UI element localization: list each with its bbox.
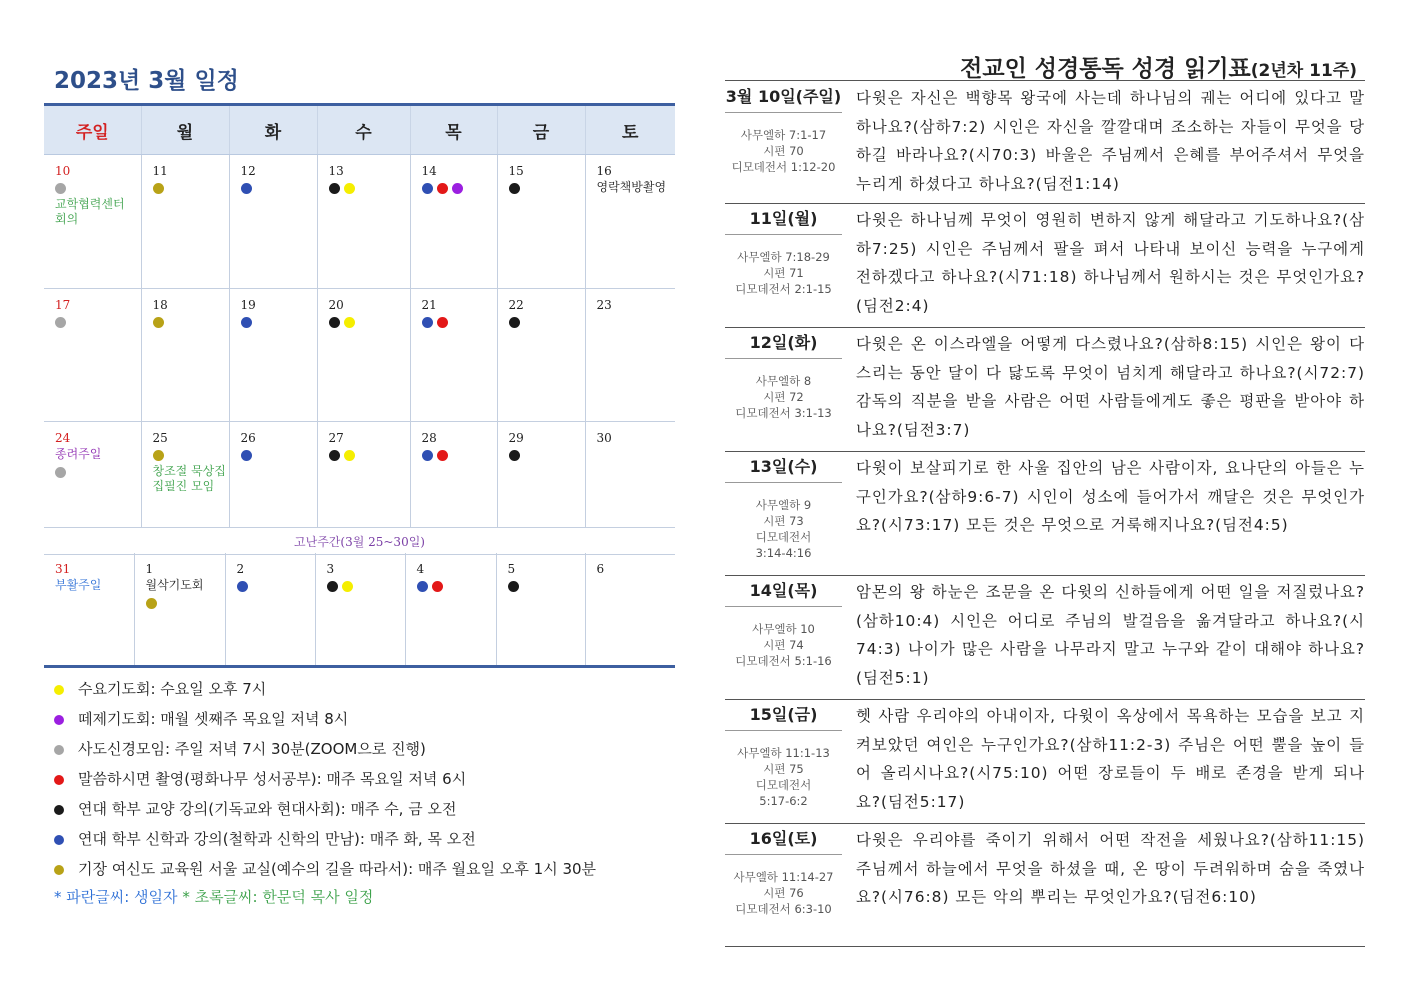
reading-plan-references <box>725 735 842 809</box>
yellow-dot-icon <box>344 183 355 194</box>
day-number: 15 <box>508 164 524 178</box>
black-dot-icon <box>509 317 520 328</box>
reading-plan-top-rule <box>725 80 1365 81</box>
event-dots <box>329 181 410 195</box>
event-dots <box>146 596 225 610</box>
gray-dot-icon <box>55 467 66 478</box>
olive-dot-icon <box>153 317 164 328</box>
reading-reference: 디모데전서 <box>755 778 812 792</box>
gray-dot-icon <box>55 317 66 328</box>
day-event-note: 영락책방촬영 <box>596 180 667 194</box>
calendar-day-cell[interactable] <box>44 155 141 289</box>
event-dots <box>509 181 585 195</box>
calendar-grid <box>44 103 675 555</box>
passion-week-label: 고난주간(3월 25~30일) <box>44 528 675 555</box>
calendar-week-row <box>44 553 675 667</box>
weekday-header-row <box>44 105 675 155</box>
red-dot-icon <box>437 450 448 461</box>
event-dots <box>329 315 410 329</box>
legend-item <box>54 766 694 796</box>
reading-plan-day-info <box>725 700 842 809</box>
reading-plan-day <box>725 576 1365 700</box>
passion-week-row <box>44 528 675 555</box>
legend-text: 말씀하시면 촬영(평화나무 성서공부): 매주 목요일 저녁 6시 <box>78 770 467 788</box>
legend-text: 사도신경모임: 주일 저녁 7시 30분(ZOOM으로 진행) <box>78 740 426 758</box>
olive-dot-icon <box>153 450 164 461</box>
day-number: 18 <box>152 298 168 312</box>
reading-plan-date: 16일(토) <box>725 824 842 855</box>
reading-plan-questions: 다윗은 자신은 백향목 왕국에 사는데 하나님의 궤는 어디에 있다고 말하나요?(삼하7:2) 시인은 자신을 깔깔대며 조소하는 자들이 무엇을 당하길 바라나요?(시70:3) 바울은 주님께서 은혜를 부어주셔서 무엇을 누리게 하셨다고 하나요?(딤전1:14) <box>856 89 1365 194</box>
day-number: 30 <box>596 431 612 445</box>
day-number: 25 <box>152 431 168 445</box>
day-number: 11 <box>152 164 168 178</box>
reading-plan-questions: 암몬의 왕 하눈은 조문을 온 다윗의 신하들에게 어떤 일을 저질렀나요?(삼하10:4) 시인은 어디로 주님의 발걸음을 옮겨달라고 하나요?(시74:3) 나이가 많은 사람을 나무라지 말고 누구와 같이 대해야 하나요?(딤전5:1) <box>856 583 1365 688</box>
calendar-day-cell[interactable] <box>229 289 317 422</box>
event-dots <box>241 181 317 195</box>
day-number: 19 <box>240 298 256 312</box>
day-number: 28 <box>421 431 437 445</box>
calendar-day-cell[interactable] <box>141 155 229 289</box>
reading-plan-day-info <box>725 82 842 175</box>
legend-item <box>54 706 694 736</box>
reading-reference: 디모데전서 6:3-10 <box>735 902 832 916</box>
weekday-friday: 금 <box>497 105 585 155</box>
event-dots <box>241 448 317 462</box>
calendar-day-cell[interactable] <box>317 155 410 289</box>
reading-plan-date: 11일(월) <box>725 204 842 235</box>
calendar-day-cell[interactable] <box>497 422 585 528</box>
reading-plan-date: 3월 10일(주일) <box>725 82 842 113</box>
day-number: 21 <box>421 298 437 312</box>
day-number: 31 <box>55 562 71 576</box>
reading-plan-title-text: 전교인 성경통독 성경 읽기표 <box>960 56 1251 82</box>
reading-plan-questions: 헷 사람 우리야의 아내이자, 다윗이 옥상에서 목욕하는 모습을 보고 지켜보았던 여인은 누구인가요?(삼하11:2-3) 주님은 어떤 뿔을 높이 들어 올리시나요?(시75:10) 어떤 장로들이 두 배로 존경을 받게 되나요?(딤전5:17) <box>856 707 1365 812</box>
reading-plan-day <box>725 452 1365 576</box>
reading-plan-day <box>725 824 1365 947</box>
black-dot-icon <box>509 450 520 461</box>
event-dots <box>508 579 585 593</box>
calendar-day-cell[interactable] <box>141 422 229 528</box>
calendar-day-cell[interactable] <box>410 155 497 289</box>
weekday-wednesday: 수 <box>317 105 410 155</box>
reading-plan-date: 15일(금) <box>725 700 842 731</box>
event-dots <box>327 579 405 593</box>
calendar-day-cell[interactable] <box>44 289 141 422</box>
day-number: 20 <box>328 298 344 312</box>
legend-text: 수요기도회: 수요일 오후 7시 <box>78 680 267 698</box>
event-dots <box>509 315 585 329</box>
event-dots <box>55 315 141 329</box>
reading-reference: 사무엘하 9 <box>755 498 812 512</box>
calendar-day-cell[interactable] <box>225 553 315 667</box>
blue-dot-icon <box>241 317 252 328</box>
legend-item <box>54 676 694 706</box>
reading-plan-day-info <box>725 452 842 561</box>
day-number: 27 <box>328 431 344 445</box>
yellow-dot-icon <box>344 450 355 461</box>
day-event-note: 부활주일 <box>55 578 102 592</box>
reading-plan-list <box>725 82 1365 947</box>
olive-dot-icon <box>146 598 157 609</box>
reading-reference: 시편 73 <box>763 514 804 528</box>
calendar-day-cell[interactable] <box>44 422 141 528</box>
event-dots <box>153 315 229 329</box>
black-dot-icon <box>329 183 340 194</box>
day-number: 10 <box>55 164 71 178</box>
event-dots <box>422 181 497 195</box>
reading-plan-day-info <box>725 204 842 297</box>
gray-dot-icon <box>54 745 64 755</box>
reading-plan-subtitle: (2년차 11주) <box>1250 61 1357 81</box>
black-dot-icon <box>329 450 340 461</box>
legend-footnote <box>54 886 694 907</box>
legend-text: 연대 학부 교양 강의(기독교와 현대사회): 매주 수, 금 오전 <box>78 800 457 818</box>
reading-reference: 시편 75 <box>763 762 804 776</box>
blue-dot-icon <box>241 450 252 461</box>
reading-reference: 5:17-6:2 <box>759 794 808 808</box>
event-dots <box>329 448 410 462</box>
day-number: 23 <box>596 298 612 312</box>
black-dot-icon <box>327 581 338 592</box>
reading-plan-references <box>725 363 842 421</box>
reading-plan-references <box>725 611 842 669</box>
blue-dot-icon <box>422 317 433 328</box>
legend-item <box>54 796 694 826</box>
calendar-day-cell[interactable] <box>315 553 405 667</box>
weekday-monday: 월 <box>141 105 229 155</box>
calendar-legend <box>54 676 694 907</box>
reading-reference: 디모데전서 <box>755 530 812 544</box>
blue-dot-icon <box>54 835 64 845</box>
reading-reference: 디모데전서 1:12-20 <box>731 160 836 174</box>
day-event-note: 창조절 묵상집 집필진 모임 <box>152 464 226 493</box>
legend-item <box>54 736 694 766</box>
weekday-thursday: 목 <box>410 105 497 155</box>
black-dot-icon <box>329 317 340 328</box>
day-number: 3 <box>326 562 335 576</box>
black-dot-icon <box>509 183 520 194</box>
reading-plan-questions: 다윗이 보살피기로 한 사울 집안의 남은 사람이자, 요나단의 아들은 누구인가요?(삼하9:6-7) 시인이 성소에 들어가서 깨달은 것은 무엇인가요?(시73:17) 모든 것은 무엇으로 거룩해지나요?(딤전4:5) <box>856 459 1365 535</box>
reading-plan-day-info <box>725 824 842 917</box>
reading-reference: 시편 72 <box>763 390 804 404</box>
day-event-note: 교학협력센터 회의 <box>55 197 125 226</box>
reading-plan-day <box>725 328 1365 452</box>
day-number: 17 <box>55 298 71 312</box>
event-dots <box>241 315 317 329</box>
weekday-sunday: 주일 <box>44 105 141 155</box>
reading-plan-references <box>725 239 842 297</box>
calendar-last-week <box>44 553 675 668</box>
reading-plan-title <box>960 50 1357 83</box>
calendar-day-cell[interactable] <box>44 553 134 667</box>
calendar-day-cell[interactable] <box>585 289 675 422</box>
reading-plan-date: 13일(수) <box>725 452 842 483</box>
red-dot-icon <box>54 775 64 785</box>
footnote-pastor-schedule: * 초록글씨: 한문덕 목사 일정 <box>182 888 374 906</box>
calendar-day-cell[interactable] <box>134 553 225 667</box>
reading-plan-day <box>725 82 1365 204</box>
legend-text: 연대 학부 신학과 강의(철학과 신학의 만남): 매주 화, 목 오전 <box>78 830 476 848</box>
calendar-day-cell[interactable] <box>410 289 497 422</box>
reading-plan-date: 12일(화) <box>725 328 842 359</box>
day-number: 29 <box>508 431 524 445</box>
reading-reference: 시편 71 <box>763 266 804 280</box>
black-dot-icon <box>54 805 64 815</box>
olive-dot-icon <box>153 183 164 194</box>
blue-dot-icon <box>422 450 433 461</box>
reading-reference: 사무엘하 11:1-13 <box>737 746 830 760</box>
calendar-day-cell[interactable] <box>497 155 585 289</box>
day-number: 14 <box>421 164 437 178</box>
legend-item <box>54 826 694 856</box>
calendar-day-cell[interactable] <box>496 553 585 667</box>
red-dot-icon <box>432 581 443 592</box>
calendar-day-cell[interactable] <box>405 553 496 667</box>
reading-reference: 디모데전서 2:1-15 <box>735 282 832 296</box>
yellow-dot-icon <box>54 685 64 695</box>
reading-reference: 디모데전서 3:1-13 <box>735 406 832 420</box>
reading-reference: 시편 76 <box>763 886 804 900</box>
reading-reference: 사무엘하 10 <box>752 622 815 636</box>
day-number: 4 <box>416 562 425 576</box>
legend-text: 기장 여신도 교육원 서울 교실(예수의 길을 따라서): 매주 월요일 오후 1시 30분 <box>78 860 597 878</box>
reading-plan-questions: 다윗은 하나님께 무엇이 영원히 변하지 않게 해달라고 기도하나요?(삼하7:25) 시인은 주님께서 팔을 펴서 나타내 보이신 능력을 누구에게 전하겠다고 하나요?(시71:18) 하나님께서 원하시는 것은 무엇인가요?(딤전2:4) <box>856 211 1365 316</box>
reading-plan-date: 14일(목) <box>725 576 842 607</box>
calendar-day-cell[interactable] <box>229 155 317 289</box>
black-dot-icon <box>508 581 519 592</box>
reading-reference: 사무엘하 8 <box>755 374 812 388</box>
reading-plan-references <box>725 487 842 561</box>
event-dots <box>422 448 497 462</box>
calendar-day-cell[interactable] <box>585 422 675 528</box>
calendar-day-cell[interactable] <box>585 553 675 667</box>
gray-dot-icon <box>55 183 66 194</box>
footnote-birthday: * 파란글씨: 생일자 <box>54 888 178 906</box>
event-dots <box>422 315 497 329</box>
event-dots <box>237 579 315 593</box>
blue-dot-icon <box>417 581 428 592</box>
reading-reference: 사무엘하 11:14-27 <box>733 870 834 884</box>
day-number: 12 <box>240 164 256 178</box>
day-event-note: 월삭기도회 <box>145 578 204 592</box>
calendar-title: 2023년 3월 일정 <box>54 68 239 94</box>
calendar-day-cell[interactable] <box>585 155 675 289</box>
red-dot-icon <box>437 183 448 194</box>
day-number: 1 <box>145 562 154 576</box>
red-dot-icon <box>437 317 448 328</box>
day-number: 2 <box>236 562 245 576</box>
reading-reference: 시편 70 <box>763 144 804 158</box>
event-dots <box>55 465 141 479</box>
reading-plan-day <box>725 204 1365 328</box>
blue-dot-icon <box>422 183 433 194</box>
reading-reference: 시편 74 <box>763 638 804 652</box>
day-number: 24 <box>55 431 71 445</box>
purple-dot-icon <box>452 183 463 194</box>
yellow-dot-icon <box>344 317 355 328</box>
weekday-saturday: 토 <box>585 105 675 155</box>
blue-dot-icon <box>241 183 252 194</box>
reading-plan-questions: 다윗은 온 이스라엘을 어떻게 다스렸나요?(삼하8:15) 시인은 왕이 다스리는 동안 달이 다 닳도록 무엇이 넘치게 해달라고 하나요?(시72:7) 감독의 직분을 받을 사람은 어떤 사람들에게도 좋은 평판을 받아야 하나요?(딤전3:7) <box>856 335 1365 440</box>
day-number: 13 <box>328 164 344 178</box>
calendar-week-row <box>44 422 675 528</box>
purple-dot-icon <box>54 715 64 725</box>
day-number: 6 <box>596 562 605 576</box>
calendar-day-cell[interactable] <box>410 422 497 528</box>
day-event-note: 종려주일 <box>55 447 102 461</box>
event-dots <box>153 448 229 462</box>
calendar-day-cell[interactable] <box>317 289 410 422</box>
day-number: 22 <box>508 298 524 312</box>
reading-plan-questions: 다윗은 우리야를 죽이기 위해서 어떤 작전을 세웠나요?(삼하11:15) 주님께서 하늘에서 무엇을 하셨을 때, 온 땅이 두려워하며 숨을 죽였나요?(시76:8) 모든 악의 뿌리는 무엇인가요?(딤전6:10) <box>856 831 1365 907</box>
day-number: 5 <box>507 562 516 576</box>
event-dots <box>417 579 496 593</box>
event-dots <box>509 448 585 462</box>
olive-dot-icon <box>54 865 64 875</box>
day-number: 26 <box>240 431 256 445</box>
reading-plan-references <box>725 859 842 917</box>
reading-reference: 사무엘하 7:18-29 <box>737 250 830 264</box>
calendar-day-cell[interactable] <box>141 289 229 422</box>
calendar-week-row <box>44 155 675 289</box>
calendar-day-cell[interactable] <box>497 289 585 422</box>
reading-reference: 디모데전서 5:1-16 <box>735 654 832 668</box>
weekday-tuesday: 화 <box>229 105 317 155</box>
reading-reference: 3:14-4:16 <box>755 546 812 560</box>
reading-plan-day-info <box>725 576 842 669</box>
legend-item <box>54 856 694 886</box>
reading-plan-references <box>725 117 842 175</box>
reading-reference: 사무엘하 7:1-17 <box>740 128 827 142</box>
reading-plan-day-info <box>725 328 842 421</box>
calendar-day-cell[interactable] <box>229 422 317 528</box>
event-dots <box>153 181 229 195</box>
event-dots <box>55 181 141 195</box>
blue-dot-icon <box>237 581 248 592</box>
day-number: 16 <box>596 164 612 178</box>
calendar-day-cell[interactable] <box>317 422 410 528</box>
yellow-dot-icon <box>342 581 353 592</box>
legend-text: 떼제기도회: 매월 셋째주 목요일 저녁 8시 <box>78 710 349 728</box>
calendar-week-row <box>44 289 675 422</box>
reading-plan-day <box>725 700 1365 824</box>
